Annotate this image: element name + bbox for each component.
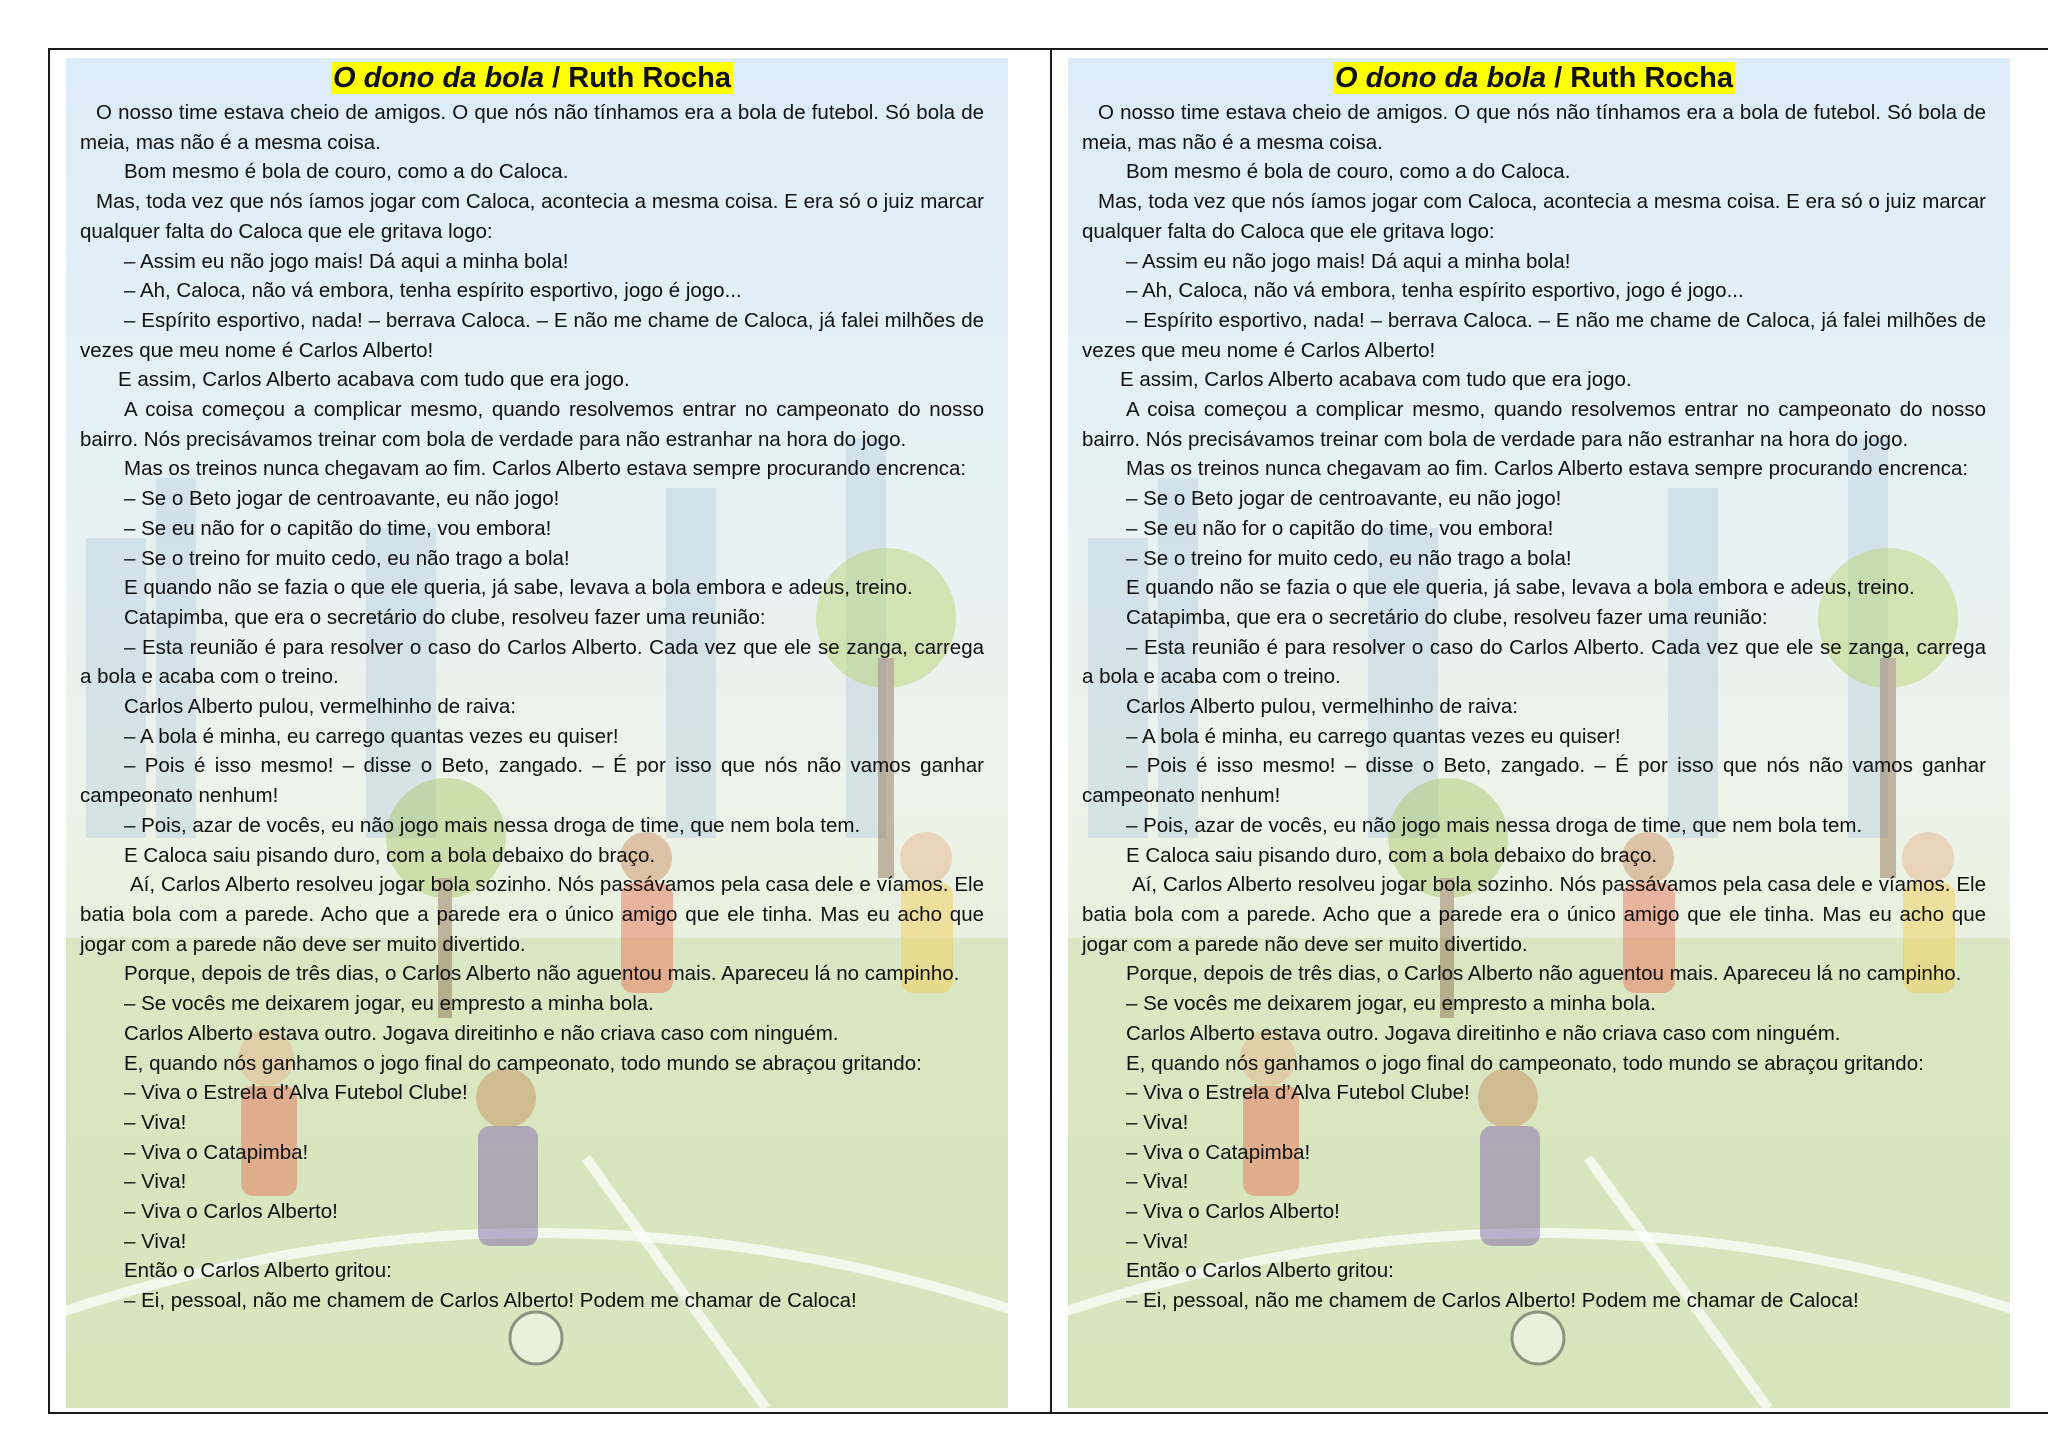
story-paragraph: – Pois, azar de vocês, eu não jogo mais nessa droga de time, que nem bola tem. [1126,813,1863,837]
story-paragraph: Porque, depois de três dias, o Carlos Alberto não aguentou mais. Apareceu lá no campinho. [124,962,960,986]
story-paragraph: O nosso time estava cheio de amigos. O que nós não tínhamos era a bola de futebol. Só bola de meia, mas não é a mesma coisa. [1082,101,1986,154]
story-paragraph: – Assim eu não jogo mais! Dá aqui a minha bola! [124,249,569,273]
author-name: Ruth Rocha [1570,62,1733,94]
story-paragraph: – Viva o Catapimba! [124,1140,309,1164]
title-text: O dono da bola [333,62,545,94]
story-paragraph: Então o Carlos Alberto gritou: [124,1259,392,1283]
story-paragraph: A coisa começou a complicar mesmo, quando resolvemos entrar no campeonato do nosso bairro. Nós precisávamos treinar com bola de verdade para não estranhar na hora do jogo. [80,398,984,451]
story-paragraph: – Se vocês me deixarem jogar, eu empresto a minha bola. [124,992,654,1016]
title-separator: / [544,62,569,94]
story-paragraph: – Viva o Carlos Alberto! [124,1200,338,1224]
story-paragraph: – A bola é minha, eu carrego quantas vezes eu quiser! [1126,724,1621,748]
story-paragraph: Então o Carlos Alberto gritou: [1126,1259,1394,1283]
story-paragraph: A coisa começou a complicar mesmo, quando resolvemos entrar no campeonato do nosso bairro. Nós precisávamos treinar com bola de verdade para não estranhar na hora do jogo. [1082,398,1986,451]
story-paragraph: – A bola é minha, eu carrego quantas vezes eu quiser! [124,724,619,748]
story-paragraph: Mas, toda vez que nós íamos jogar com Caloca, acontecia a mesma coisa. E era só o juiz marcar qualquer falta do Caloca que ele gritava logo: [80,190,984,243]
story-paragraph: – Se eu não for o capitão do time, vou embora! [1126,516,1554,540]
story-paragraph: – Viva! [1126,1110,1189,1134]
paragraph-list [80,98,984,1316]
story-paragraph: – Se o Beto jogar de centroavante, eu não jogo! [124,487,560,511]
story-paragraph: O nosso time estava cheio de amigos. O que nós não tínhamos era a bola de futebol. Só bola de meia, mas não é a mesma coisa. [80,101,984,154]
story-paragraph: Carlos Alberto pulou, vermelhinho de raiva: [1126,695,1518,719]
story-paragraph: – Ah, Caloca, não vá embora, tenha espírito esportivo, jogo é jogo... [124,279,742,303]
story-paragraph: E, quando nós ganhamos o jogo final do campeonato, todo mundo se abraçou gritando: [124,1051,922,1075]
title-highlight [331,62,733,94]
story-paragraph: – Se vocês me deixarem jogar, eu empresto a minha bola. [1126,992,1656,1016]
story-paragraph: – Viva! [1126,1170,1189,1194]
story-paragraph: – Se o Beto jogar de centroavante, eu não jogo! [1126,487,1562,511]
story-paragraph: – Viva! [124,1229,187,1253]
story-paragraph: E assim, Carlos Alberto acabava com tudo que era jogo. [1120,368,1632,392]
story-paragraph: – Ei, pessoal, não me chamem de Carlos Alberto! Podem me chamar de Caloca! [1126,1289,1859,1313]
story-paragraph: Porque, depois de três dias, o Carlos Alberto não aguentou mais. Apareceu lá no campinho. [1126,962,1962,986]
story-paragraph: – Esta reunião é para resolver o caso do Carlos Alberto. Cada vez que ele se zanga, carrega a bola e acaba com o treino. [80,635,984,689]
story-paragraph: Bom mesmo é bola de couro, como a do Caloca. [124,160,569,184]
story-text [80,58,984,1404]
story-paragraph: E assim, Carlos Alberto acabava com tudo que era jogo. [118,368,630,392]
story-paragraph: – Pois, azar de vocês, eu não jogo mais nessa droga de time, que nem bola tem. [124,813,861,837]
story-paragraph: – Pois é isso mesmo! – disse o Beto, zangado. – É por isso que nós não vamos ganhar campeonato nenhum! [80,754,984,808]
story-paragraph: Catapimba, que era o secretário do clube, resolveu fazer uma reunião: [1126,605,1768,629]
story-paragraph: Catapimba, que era o secretário do clube, resolveu fazer uma reunião: [124,605,766,629]
story-title [1082,58,1986,98]
story-paragraph: E, quando nós ganhamos o jogo final do campeonato, todo mundo se abraçou gritando: [1126,1051,1924,1075]
story-paragraph: E quando não se fazia o que ele queria, já sabe, levava a bola embora e adeus, treino. [124,576,913,600]
story-paragraph: – Esta reunião é para resolver o caso do Carlos Alberto. Cada vez que ele se zanga, carrega a bola e acaba com o treino. [1082,635,1986,689]
story-paragraph: Carlos Alberto estava outro. Jogava direitinho e não criava caso com ninguém. [124,1021,839,1045]
story-paragraph: – Viva o Carlos Alberto! [1126,1200,1340,1224]
story-paragraph: – Se o treino for muito cedo, eu não trago a bola! [1126,546,1572,570]
story-paragraph: Mas, toda vez que nós íamos jogar com Caloca, acontecia a mesma coisa. E era só o juiz marcar qualquer falta do Caloca que ele gritava logo: [1082,190,1986,243]
story-paragraph: Aí, Carlos Alberto resolveu jogar bola sozinho. Nós passávamos pela casa dele e víamos. Ele batia bola com a parede. Acho que a parede era o único amigo que ele tinha. Mas eu acho que jogar com a parede não deve ser muito divertido. [80,873,984,956]
story-paragraph: – Assim eu não jogo mais! Dá aqui a minha bola! [1126,249,1571,273]
story-text [1082,58,1986,1404]
page-right [1050,48,2048,1414]
page-left [48,48,1064,1414]
story-paragraph: E Caloca saiu pisando duro, com a bola debaixo do braço. [124,843,656,867]
story-paragraph: – Se o treino for muito cedo, eu não trago a bola! [124,546,570,570]
story-paragraph: – Ei, pessoal, não me chamem de Carlos Alberto! Podem me chamar de Caloca! [124,1289,857,1313]
story-paragraph: Bom mesmo é bola de couro, como a do Caloca. [1126,160,1571,184]
story-paragraph: Mas os treinos nunca chegavam ao fim. Carlos Alberto estava sempre procurando encrenca: [1126,457,1969,481]
story-paragraph: Carlos Alberto estava outro. Jogava direitinho e não criava caso com ninguém. [1126,1021,1841,1045]
story-paragraph: Mas os treinos nunca chegavam ao fim. Carlos Alberto estava sempre procurando encrenca: [124,457,967,481]
story-paragraph: – Pois é isso mesmo! – disse o Beto, zangado. – É por isso que nós não vamos ganhar campeonato nenhum! [1082,754,1986,808]
story-paragraph: – Viva o Estrela d’Alva Futebol Clube! [1126,1081,1470,1105]
story-title [80,58,984,98]
author-name: Ruth Rocha [568,62,731,94]
story-paragraph: – Se eu não for o capitão do time, vou embora! [124,516,552,540]
paragraph-list [1082,98,1986,1316]
story-paragraph: Aí, Carlos Alberto resolveu jogar bola sozinho. Nós passávamos pela casa dele e víamos. Ele batia bola com a parede. Acho que a parede era o único amigo que ele tinha. Mas eu acho que jogar com a parede não deve ser muito divertido. [1082,873,1986,956]
story-paragraph: – Viva! [124,1110,187,1134]
story-paragraph: Carlos Alberto pulou, vermelhinho de raiva: [124,695,516,719]
story-paragraph: E Caloca saiu pisando duro, com a bola debaixo do braço. [1126,843,1658,867]
story-paragraph: – Viva o Catapimba! [1126,1140,1311,1164]
title-separator: / [1546,62,1571,94]
story-paragraph: – Viva! [124,1170,187,1194]
title-highlight [1333,62,1735,94]
story-paragraph: – Espírito esportivo, nada! – berrava Caloca. – E não me chame de Caloca, já falei milhões de vezes que meu nome é Carlos Alberto! [1082,308,1986,362]
story-paragraph: – Viva o Estrela d’Alva Futebol Clube! [124,1081,468,1105]
story-paragraph: – Viva! [1126,1229,1189,1253]
title-text: O dono da bola [1335,62,1547,94]
story-paragraph: – Ah, Caloca, não vá embora, tenha espírito esportivo, jogo é jogo... [1126,279,1744,303]
story-paragraph: E quando não se fazia o que ele queria, já sabe, levava a bola embora e adeus, treino. [1126,576,1915,600]
story-paragraph: – Espírito esportivo, nada! – berrava Caloca. – E não me chame de Caloca, já falei milhões de vezes que meu nome é Carlos Alberto! [80,308,984,362]
